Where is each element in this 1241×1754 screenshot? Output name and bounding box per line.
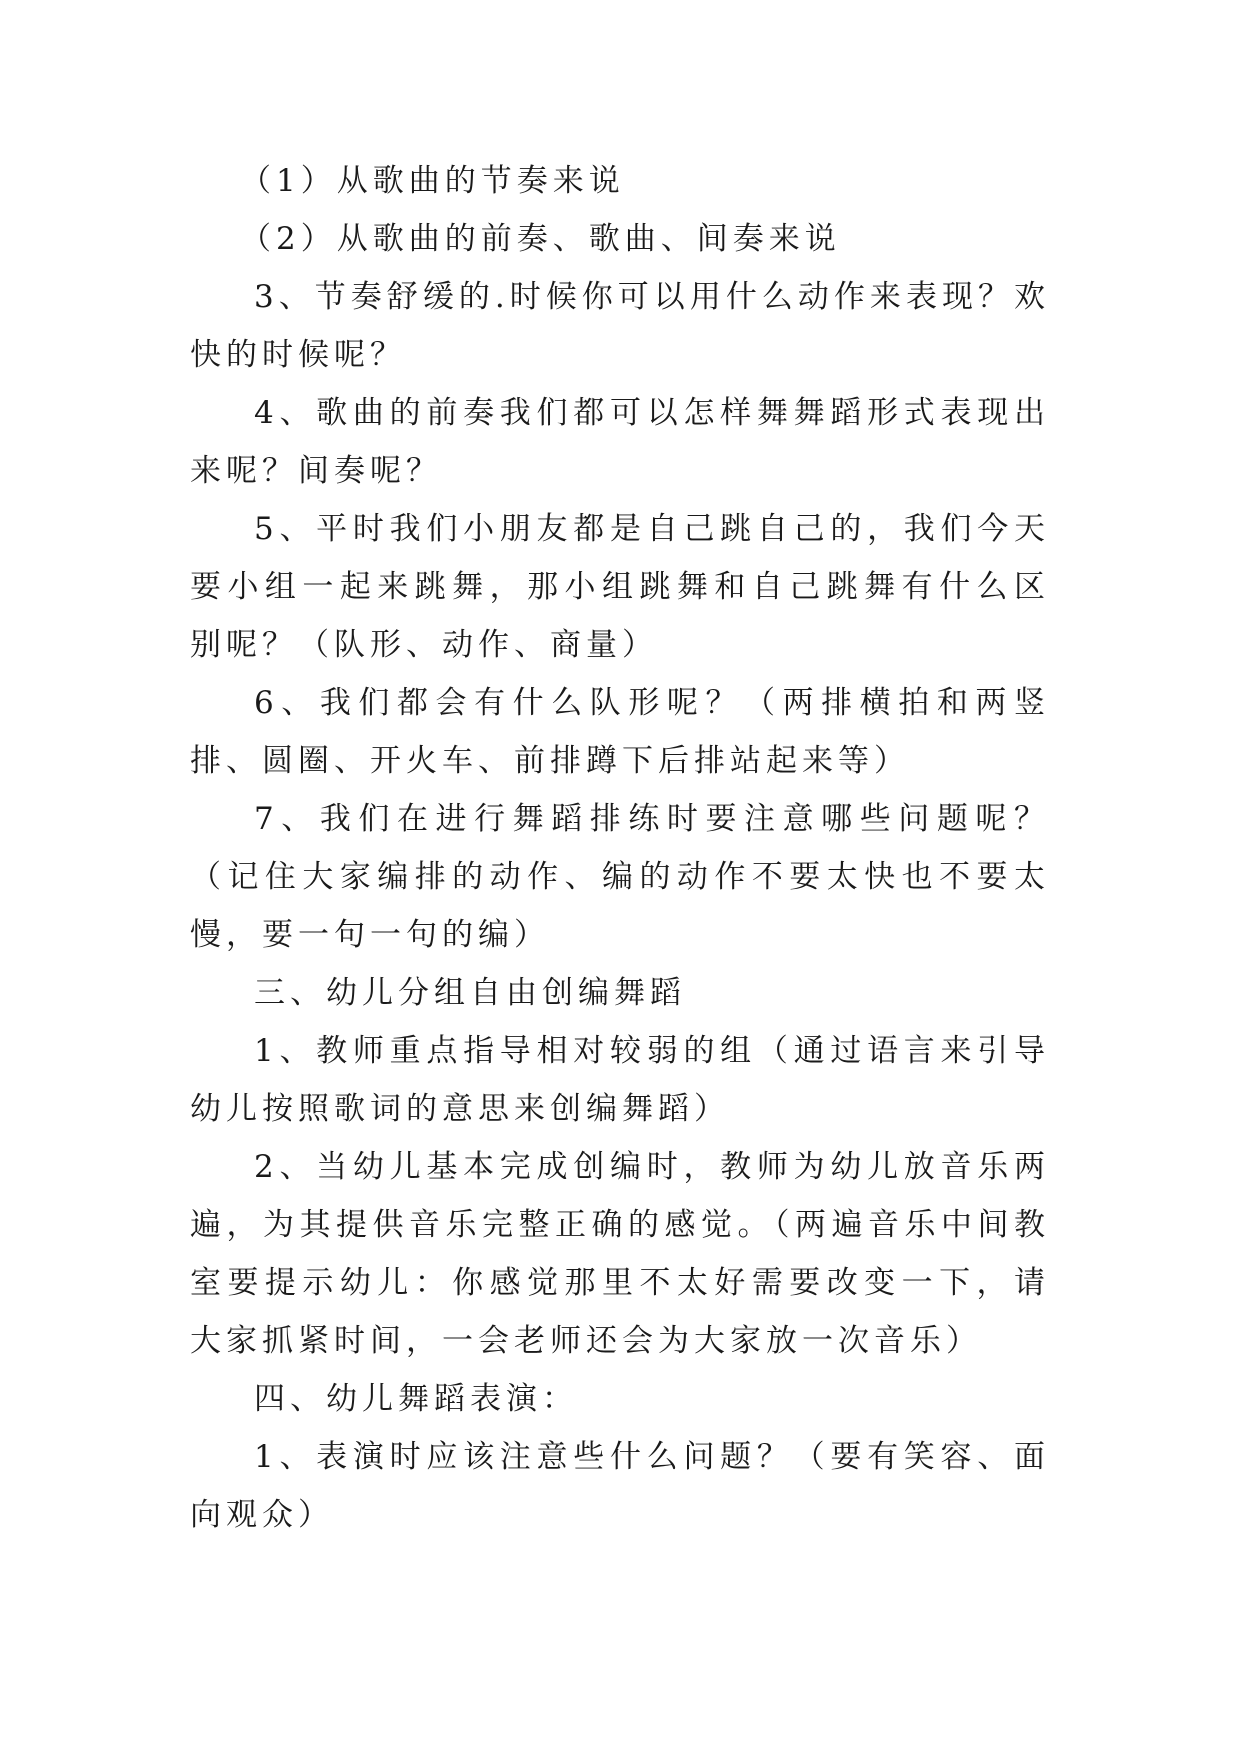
section-heading-4: 四、幼儿舞蹈表演：: [254, 1381, 578, 1417]
document-body: [190, 152, 1050, 1544]
paragraph-q3: 3、节奏舒缓的.时候你可以用什么动作来表现？欢快的时候呢？: [190, 279, 1050, 373]
paragraph-prelude: （2）从歌曲的前奏、歌曲、间奏来说: [240, 221, 841, 257]
paragraph-s3-2: 2、当幼儿基本完成创编时，教师为幼儿放音乐两遍，为其提供音乐完整正确的感觉。（两遍音乐中间教室要提示幼儿：你感觉那里不太好需要改变一下，请大家抓紧时间，一会老师还会为大家放一次音乐）: [190, 1149, 1050, 1359]
paragraph-q5: 5、平时我们小朋友都是自己跳自己的，我们今天要小组一起来跳舞，那小组跳舞和自己跳舞有什么区别呢？（队形、动作、商量）: [190, 511, 1050, 663]
paragraph-rhythm: （1）从歌曲的节奏来说: [240, 163, 625, 199]
paragraph-q6: 6、我们都会有什么队形呢？（两排横拍和两竖排、圆圈、开火车、前排蹲下后排站起来等）: [190, 685, 1050, 779]
paragraph-q7: 7、我们在进行舞蹈排练时要注意哪些问题呢？（记住大家编排的动作、编的动作不要太快也不要太慢，要一句一句的编）: [190, 801, 1050, 953]
section-heading-3: 三、幼儿分组自由创编舞蹈: [254, 975, 686, 1011]
paragraph-q4: 4、歌曲的前奏我们都可以怎样舞舞蹈形式表现出来呢？间奏呢？: [190, 395, 1050, 489]
paragraph-s3-1: 1、教师重点指导相对较弱的组（通过语言来引导幼儿按照歌词的意思来创编舞蹈）: [190, 1033, 1050, 1127]
paragraph-s4-1: 1、表演时应该注意些什么问题？（要有笑容、面向观众）: [190, 1439, 1050, 1533]
